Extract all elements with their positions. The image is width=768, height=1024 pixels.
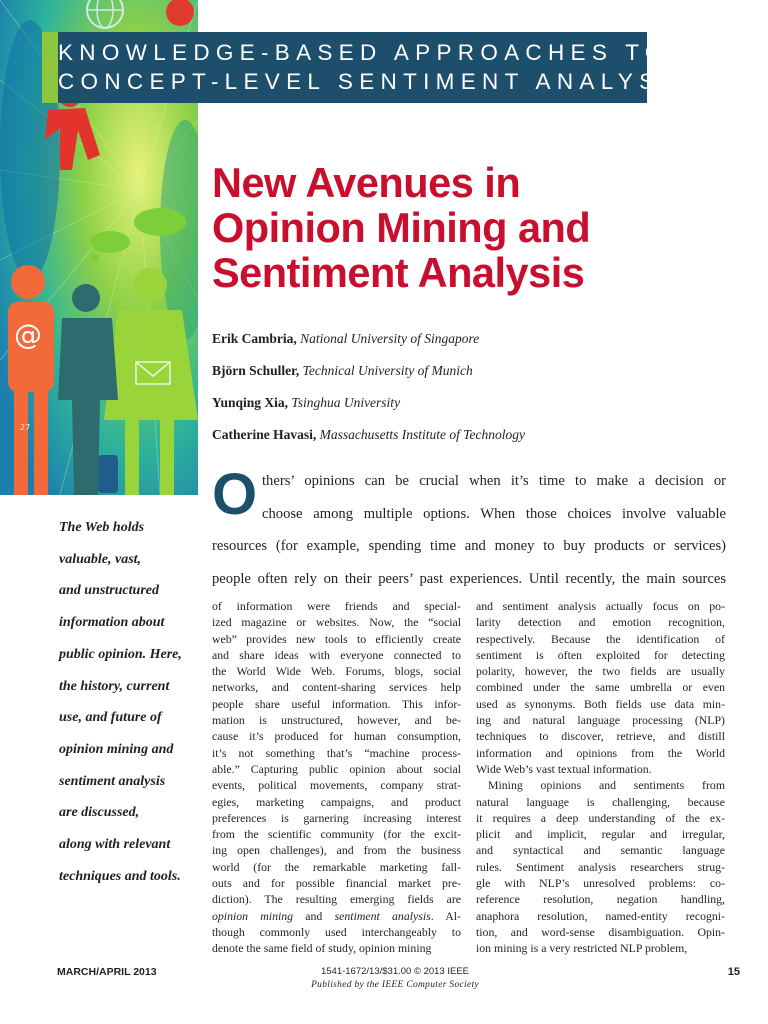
author-line	[212, 363, 473, 379]
body-line: anaphora resolution, named-entity recogni-	[476, 908, 725, 923]
body-line: it requires a deep understanding of the ex-	[476, 810, 725, 825]
pull-quote-line: opinion mining and	[59, 741, 174, 757]
lead-line: choose among multiple options. When those choices involve valuable	[262, 505, 726, 522]
body-line: ion mining is a very restricted NLP problem,	[476, 941, 688, 956]
body-line: denote the same field of study, opinion mining	[212, 941, 432, 956]
body-line: ing and natural language processing (NLP)	[476, 713, 725, 728]
body-line: Wide Web’s vast textual information.	[476, 761, 652, 776]
body-line: used as synonyms. Both fields use data min-	[476, 696, 725, 711]
pull-quote-line: sentiment analysis	[59, 773, 166, 789]
title-line: Sentiment Analysis	[212, 249, 585, 296]
body-line: networks, and content-sharing services help	[212, 680, 461, 695]
body-line: opinion mining and sentiment analysis. Al-	[212, 908, 461, 923]
body-line: polarity, however, the two fields are usually	[476, 664, 725, 679]
author-name: Erik Cambria,	[212, 331, 297, 346]
phone-icon	[98, 455, 118, 493]
body-line: it’s not something that’s “machine process-	[212, 745, 461, 760]
body-line: web” provides new tools to efficiently create	[212, 631, 461, 646]
title-line: Opinion Mining and	[212, 204, 591, 251]
body-line: ized magazine or websites. Now, the “social	[212, 615, 461, 630]
drop-cap: O	[212, 462, 258, 527]
article-title	[212, 160, 752, 295]
pull-quote-line: valuable, vast,	[59, 551, 142, 567]
body-line: and share ideas with everyone connected to	[212, 647, 461, 662]
pull-quote-line: the history, current	[59, 678, 170, 694]
pull-quote-line: information about	[59, 615, 165, 631]
pull-quote-line: are discussed,	[59, 805, 140, 821]
series-banner	[42, 32, 695, 103]
at-sign-icon: @	[14, 318, 42, 351]
body-line: reference resolution, negation handling,	[476, 892, 725, 907]
body-line: mation is unstructured, however, and be-	[212, 713, 461, 728]
author-line	[212, 331, 479, 347]
body-line: and sentiment analysis actually focus on po-	[476, 599, 725, 613]
body-line: the World Wide Web. Forums, blogs, social	[212, 664, 461, 679]
body-line: natural language is challenging, because	[476, 794, 725, 809]
author-affiliation: Technical University of Munich	[302, 363, 473, 378]
issue-date: MARCH/APRIL 2013	[57, 966, 157, 978]
body-line: gle with NLP’s unresolved problems: co-	[476, 876, 725, 891]
author-affiliation: National University of Singapore	[300, 331, 480, 346]
body-line: events, political movements, company strat-	[212, 778, 461, 793]
author-line	[212, 427, 525, 443]
lead-line: thers’ opinions can be crucial when it’s time to make a decision or	[262, 473, 726, 489]
body-line: people share useful information. This infor-	[212, 696, 461, 711]
body-column-right	[476, 598, 725, 957]
lead-line: resources (for example, spending time and money to buy products or services)	[212, 538, 726, 555]
body-line: outs and for possible financial market pre-	[212, 876, 461, 891]
body-line: respectively. Because the identification of	[476, 631, 725, 646]
body-line: plicit and implicit, regular and irregular,	[476, 827, 725, 842]
pull-quote-line: and unstructured	[59, 583, 159, 599]
page-number: 15	[727, 966, 740, 978]
title-line: New Avenues in	[212, 159, 521, 206]
body-line: sentiment is often exploited for detecting	[476, 647, 725, 662]
lead-line: people often rely on their peers’ past experiences. Until recently, the main sources	[212, 571, 726, 588]
pull-quote-line: public opinion. Here,	[59, 646, 182, 662]
banner-stripe	[42, 32, 58, 103]
banner-line-1: KNOWLEDGE-BASED APPROACHES TO	[58, 40, 669, 65]
body-line: of information were friends and special-	[212, 599, 461, 613]
body-line: egies, marketing campaigns, and product	[212, 794, 461, 809]
body-line: larity detection and emotion recognition,	[476, 615, 725, 630]
body-line: from the scientific community (for the excit-	[212, 827, 461, 842]
publisher-line: Published by the IEEE Computer Society	[311, 980, 479, 990]
body-line: rules. Sentiment analysis researchers strug-	[476, 859, 725, 874]
body-line: preferences is garnering increasing interest	[212, 810, 461, 825]
art-number: 27	[20, 423, 31, 432]
body-line: ing open challenges), and from the business	[212, 843, 461, 858]
author-affiliation: Tsinghua University	[291, 395, 401, 410]
author-name: Yunqing Xia,	[212, 395, 289, 410]
body-line: and syntactical and semantic language	[476, 843, 725, 858]
banner-line-2: CONCEPT-LEVEL SENTIMENT ANALYSIS	[58, 69, 695, 94]
pull-quote-line: along with relevant	[59, 837, 171, 853]
pull-quote-line: techniques and tools.	[59, 868, 181, 884]
body-line: cause it’s produced for human consumption,	[212, 729, 461, 744]
body-line: tion, and word-sense disambiguation. Opin-	[476, 924, 725, 939]
body-line: though commonly used interchangeably to	[212, 924, 461, 939]
body-line: Mining opinions and sentiments from	[488, 778, 725, 793]
body-line: information and opinions from the World	[476, 745, 725, 760]
pull-quote-line: use, and future of	[59, 710, 162, 726]
lead-paragraph	[212, 462, 726, 596]
author-affiliation: Massachusetts Institute of Technology	[319, 427, 525, 442]
author-name: Björn Schuller,	[212, 363, 300, 378]
pull-quote	[59, 512, 199, 892]
body-column-left	[212, 598, 461, 957]
body-line: combined under the same umbrella or even	[476, 680, 725, 695]
body-line: world (for the remarkable marketing fall-	[212, 859, 461, 874]
author-name: Catherine Havasi,	[212, 427, 317, 442]
body-line: techniques to discover, retrieve, and distill	[476, 729, 725, 744]
author-line	[212, 395, 400, 411]
pull-quote-line: The Web holds	[59, 520, 145, 535]
copyright-line: 1541-1672/13/$31.00 © 2013 IEEE	[320, 966, 470, 977]
body-line: diction). The resulting emerging fields are	[212, 892, 461, 907]
body-line: able.” Capturing public opinion about social	[212, 761, 461, 776]
